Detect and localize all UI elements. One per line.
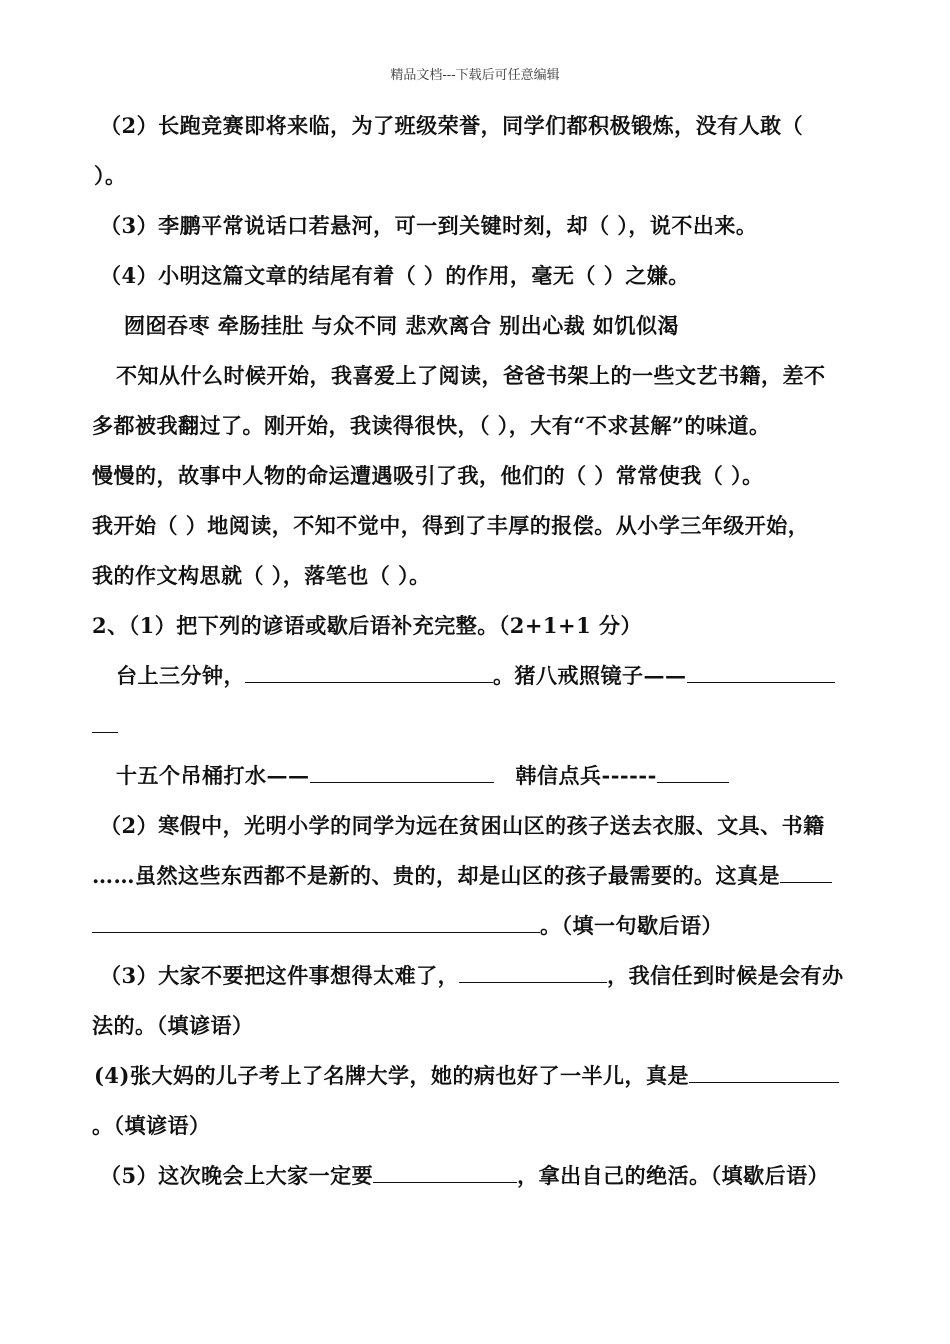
- section-2-title: 2、（1）把下列的谚语或歇后语补充完整。（2+1+1 分）: [92, 613, 643, 638]
- sub-question-3-text: （3）大家不要把这件事想得太难了，: [100, 963, 460, 988]
- passage-line-2: 多都被我翻过了。刚开始，我读得很快，（ ），大有“不求甚解”的味道。: [92, 413, 771, 438]
- proverb-line-1-continued: [92, 712, 118, 740]
- idiom-word-bank: 囫囵吞枣 牵肠挂肚 与众不同 悲欢离合 别出心裁 如饥似渴: [124, 313, 680, 338]
- sub-question-4-text: (4)张大妈的儿子考上了名牌大学，她的病也好了一半儿，真是: [94, 1063, 689, 1088]
- sub-question-2-line-1: （2）寒假中，光明小学的同学为远在贫困山区的孩子送去衣服、文具、书籍: [100, 813, 825, 838]
- proverb-4-blank[interactable]: [657, 762, 729, 783]
- proverb-line-2: [116, 762, 729, 790]
- sub-question-3-line-1: [100, 962, 844, 990]
- passage-line-4: 我开始（ ）地阅读，不知不觉中，得到了丰厚的报偿。从小学三年级开始，: [92, 513, 810, 538]
- sub-question-5-blank[interactable]: [373, 1162, 517, 1183]
- sub-question-3-line-2: 法的。（填谚语）: [92, 1013, 254, 1038]
- sub-question-4-line-2: 。（填谚语）: [92, 1113, 211, 1138]
- sub-question-4-line-1: [94, 1062, 839, 1090]
- proverb-line-1: [116, 662, 835, 690]
- sub-question-2-blank[interactable]: [780, 862, 832, 883]
- sub-question-5-line: [100, 1162, 829, 1190]
- proverb-3-text: 十五个吊桶打水——: [116, 763, 310, 788]
- passage-line-1: 不知从什么时候开始，我喜爱上了阅读，爸爸书架上的一些文艺书籍，差不: [116, 363, 826, 388]
- sub-question-5-text: （5）这次晚会上大家一定要: [100, 1163, 374, 1188]
- question-3-line: （3）李鹏平常说话口若悬河，可一到关键时刻，却（ ），说不出来。: [100, 213, 758, 238]
- sub-question-2-text: ……虽然这些东西都不是新的、贵的，却是山区的孩子最需要的。这真是: [92, 863, 780, 888]
- sub-question-3-text-end: ，我信任到时候是会有办: [607, 963, 844, 988]
- proverb-1-text: 台上三分钟，: [116, 663, 245, 688]
- passage-line-3: 慢慢的，故事中人物的命运遭遇吸引了我，他们的（ ）常常使我（ ）。: [92, 463, 764, 488]
- sub-question-2-line-3: [92, 912, 723, 940]
- proverb-1-blank[interactable]: [245, 662, 493, 683]
- question-2-line-end: ）。: [94, 163, 127, 188]
- passage-line-5: 我的作文构思就（ ），落笔也（ ）。: [92, 563, 431, 588]
- proverb-2-blank-continued[interactable]: [92, 712, 118, 733]
- proverb-2-blank[interactable]: [687, 662, 835, 683]
- sub-question-4-blank[interactable]: [689, 1062, 839, 1083]
- proverb-4-text: 韩信点兵------: [515, 763, 657, 788]
- sub-question-3-blank[interactable]: [459, 962, 607, 983]
- sub-question-5-text-end: ，拿出自己的绝活。（填歇后语）: [517, 1163, 830, 1188]
- sub-question-2-hint: 。（填一句歇后语）: [540, 913, 723, 938]
- page-header: 精品文档---下载后可任意编辑: [390, 68, 560, 83]
- proverb-2-text: 。猪八戒照镜子——: [493, 663, 687, 688]
- question-4-line: （4）小明这篇文章的结尾有着（ ）的作用，毫无（ ）之嫌。: [100, 263, 690, 288]
- sub-question-2-blank-continued[interactable]: [92, 912, 540, 933]
- sub-question-2-line-2: [92, 862, 832, 890]
- proverb-3-blank[interactable]: [310, 762, 494, 783]
- question-2-line: （2）长跑竞赛即将来临，为了班级荣誉，同学们都积极锻炼，没有人敢（: [100, 113, 804, 138]
